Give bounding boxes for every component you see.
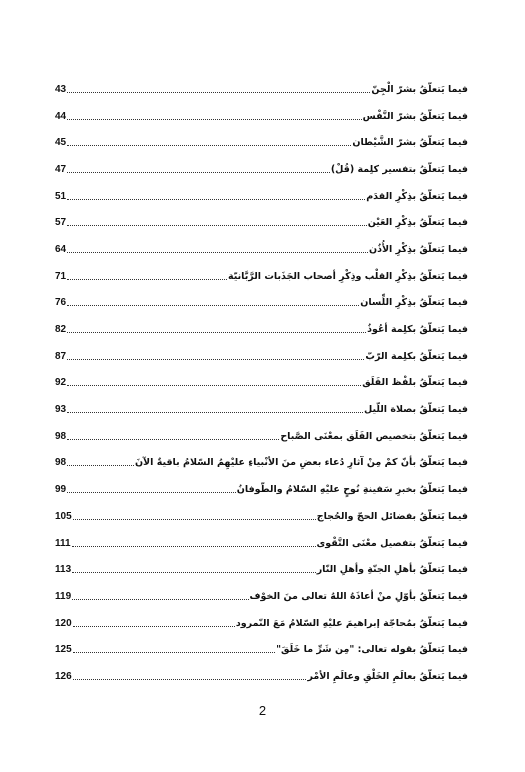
- toc-entry-title: فيما يَتعلّقُ بذِكْرِ العَيْن: [367, 217, 468, 229]
- dot-leader: [67, 172, 330, 173]
- dot-leader: [73, 679, 307, 680]
- toc-entry: [55, 636, 468, 663]
- toc-page-number: 98: [55, 457, 67, 469]
- toc-page-number: 98: [55, 430, 67, 442]
- toc-entry: [55, 263, 468, 290]
- toc-entry: [55, 343, 468, 370]
- toc-page-number: 119: [55, 590, 72, 602]
- toc-page-number: 93: [55, 404, 67, 416]
- toc-page-number: 64: [55, 243, 67, 255]
- toc-entry-title: فيما يَتعلّقُ بخبرِ سَفينةِ نُوحٍ عليْهِ السّلامُ والطّوفانُ: [236, 484, 468, 496]
- toc-entry: [55, 556, 468, 583]
- dot-leader: [67, 225, 367, 226]
- toc-page-number: 43: [55, 83, 67, 95]
- toc-entry: [55, 290, 468, 317]
- toc-entry-title: فيما يَتعلّقُ بذِكْرِ القدَم: [366, 190, 468, 202]
- toc-entry: [55, 583, 468, 610]
- toc-entry: [55, 396, 468, 423]
- dot-leader: [67, 465, 134, 466]
- toc-entry-title: فيما يَتعلّقُ بذِكْرِ اللِّسان: [360, 297, 468, 309]
- toc-page-number: 44: [55, 110, 67, 122]
- dot-leader: [67, 92, 370, 93]
- toc-page-number: 47: [55, 163, 67, 175]
- toc-page-number: 57: [55, 217, 67, 229]
- toc-entry: [55, 450, 468, 477]
- page-number: 2: [258, 703, 267, 718]
- toc-entry-title: فيما يَتعلّقُ بتفسير كلِمة (قُلْ): [330, 163, 468, 175]
- dot-leader: [67, 492, 236, 493]
- toc-entry: [55, 423, 468, 450]
- dot-leader: [67, 332, 366, 333]
- dot-leader: [67, 439, 279, 440]
- dot-leader: [67, 412, 363, 413]
- dot-leader: [67, 279, 227, 280]
- toc-page-number: 126: [55, 670, 72, 682]
- toc-entry-title: فيما يَتعلّقُ بأهلِ الجنّةِ وأهلِ النّار: [316, 564, 468, 576]
- toc-entry: [55, 103, 468, 130]
- toc-entry: [55, 610, 468, 637]
- toc-page-number: 76: [55, 297, 67, 309]
- toc-entry-title: فيما يَتعلّقُ بشرّ الْجِنّ: [371, 83, 468, 95]
- dot-leader: [67, 359, 364, 360]
- toc-entry: [55, 129, 468, 156]
- dot-leader: [67, 119, 362, 120]
- toc-page-number: 99: [55, 484, 67, 496]
- toc-entry: [55, 530, 468, 557]
- dot-leader: [73, 626, 235, 627]
- table-of-contents: [55, 76, 468, 690]
- toc-page-number: 120: [55, 617, 72, 629]
- toc-entry-title: فيما يَتعلّقُ بتخصيص الفَلَق بمعْنَى الصَّباح: [280, 430, 468, 442]
- toc-page-number: 111: [55, 537, 71, 549]
- toc-entry-title: فيما يَتعلّقُ بأوّلِ منْ أعاذَهُ اللهُ تعالى منَ الخوْف: [249, 590, 468, 602]
- dot-leader: [67, 385, 361, 386]
- toc-entry: [55, 183, 468, 210]
- toc-entry-title: فيما يَتعلّقُ بكلِمة الرّبّ: [365, 350, 468, 362]
- toc-page-number: 92: [55, 377, 67, 389]
- dot-leader: [72, 599, 248, 600]
- dot-leader: [72, 572, 316, 573]
- toc-entry: [55, 663, 468, 690]
- toc-entry-title: فيما يَتعلّقُ بشرّ النَّفْس: [362, 110, 468, 122]
- toc-entry: [55, 503, 468, 530]
- toc-entry: [55, 76, 468, 103]
- toc-page-number: 51: [55, 190, 67, 202]
- toc-entry: [55, 370, 468, 397]
- toc-entry: [55, 476, 468, 503]
- toc-entry: [55, 236, 468, 263]
- toc-entry-title: فيما يَتعلّقُ بأنّ كمْ مِنْ آثارِ دُعاء بعضِ منَ الأنْبياءِ عليْهِمُ السّلامُ باقيةٌ الآنَ: [134, 457, 468, 469]
- dot-leader: [73, 652, 275, 653]
- dot-leader: [67, 145, 351, 146]
- toc-entry-title: فيما يَتعلّقُ بتفصيل معْنَى التَّقْوى: [316, 537, 468, 549]
- toc-page-number: 87: [55, 350, 67, 362]
- toc-entry-title: فيما يَتعلّقُ بمُحاجّة إبراهيمَ عليْهِ السّلامُ مَعَ النّمرود: [235, 617, 468, 629]
- dot-leader: [73, 519, 316, 520]
- toc-page-number: 105: [55, 510, 72, 522]
- toc-entry-title: فيما يَتعلّقُ بكلِمة أعُوذُ: [367, 324, 468, 336]
- toc-entry-title: فيما يَتعلّقُ بصلاة اللّيل: [363, 404, 468, 416]
- toc-page-number: 82: [55, 324, 67, 336]
- toc-page-number: 113: [55, 564, 72, 576]
- dot-leader: [67, 252, 368, 253]
- toc-entry-title: فيما يَتعلّقُ بلفْظ الفَلَق: [362, 377, 468, 389]
- toc-page-number: 125: [55, 644, 72, 656]
- toc-entry: [55, 209, 468, 236]
- toc-entry: [55, 316, 468, 343]
- dot-leader: [72, 546, 316, 547]
- toc-entry-title: فيما يَتعلّقُ بعالَمِ الخَلْقِ وعالَمِ الأمْر: [307, 670, 468, 682]
- toc-entry-title: فيما يَتعلّقُ بقوله تعالى: "مِن شَرِّ ما خَلَقَ": [276, 644, 468, 656]
- toc-entry: [55, 156, 468, 183]
- toc-entry-title: فيما يَتعلّقُ بفضائل الحجّ والحُجاج: [316, 510, 468, 522]
- toc-entry-title: فيما يَتعلّقُ بذِكْرِ القلْب وذِكْرِ أصحاب الجَذَبات الرَّبَّانيّة: [227, 270, 468, 282]
- dot-leader: [67, 199, 365, 200]
- toc-entry-title: فيما يَتعلّقُ بذِكْرِ الأُذُن: [368, 243, 468, 255]
- toc-entry-title: فيما يَتعلّقُ بشرّ الشَّيْطان: [352, 137, 468, 149]
- toc-page-number: 45: [55, 137, 67, 149]
- dot-leader: [67, 305, 359, 306]
- toc-page-number: 71: [55, 270, 67, 282]
